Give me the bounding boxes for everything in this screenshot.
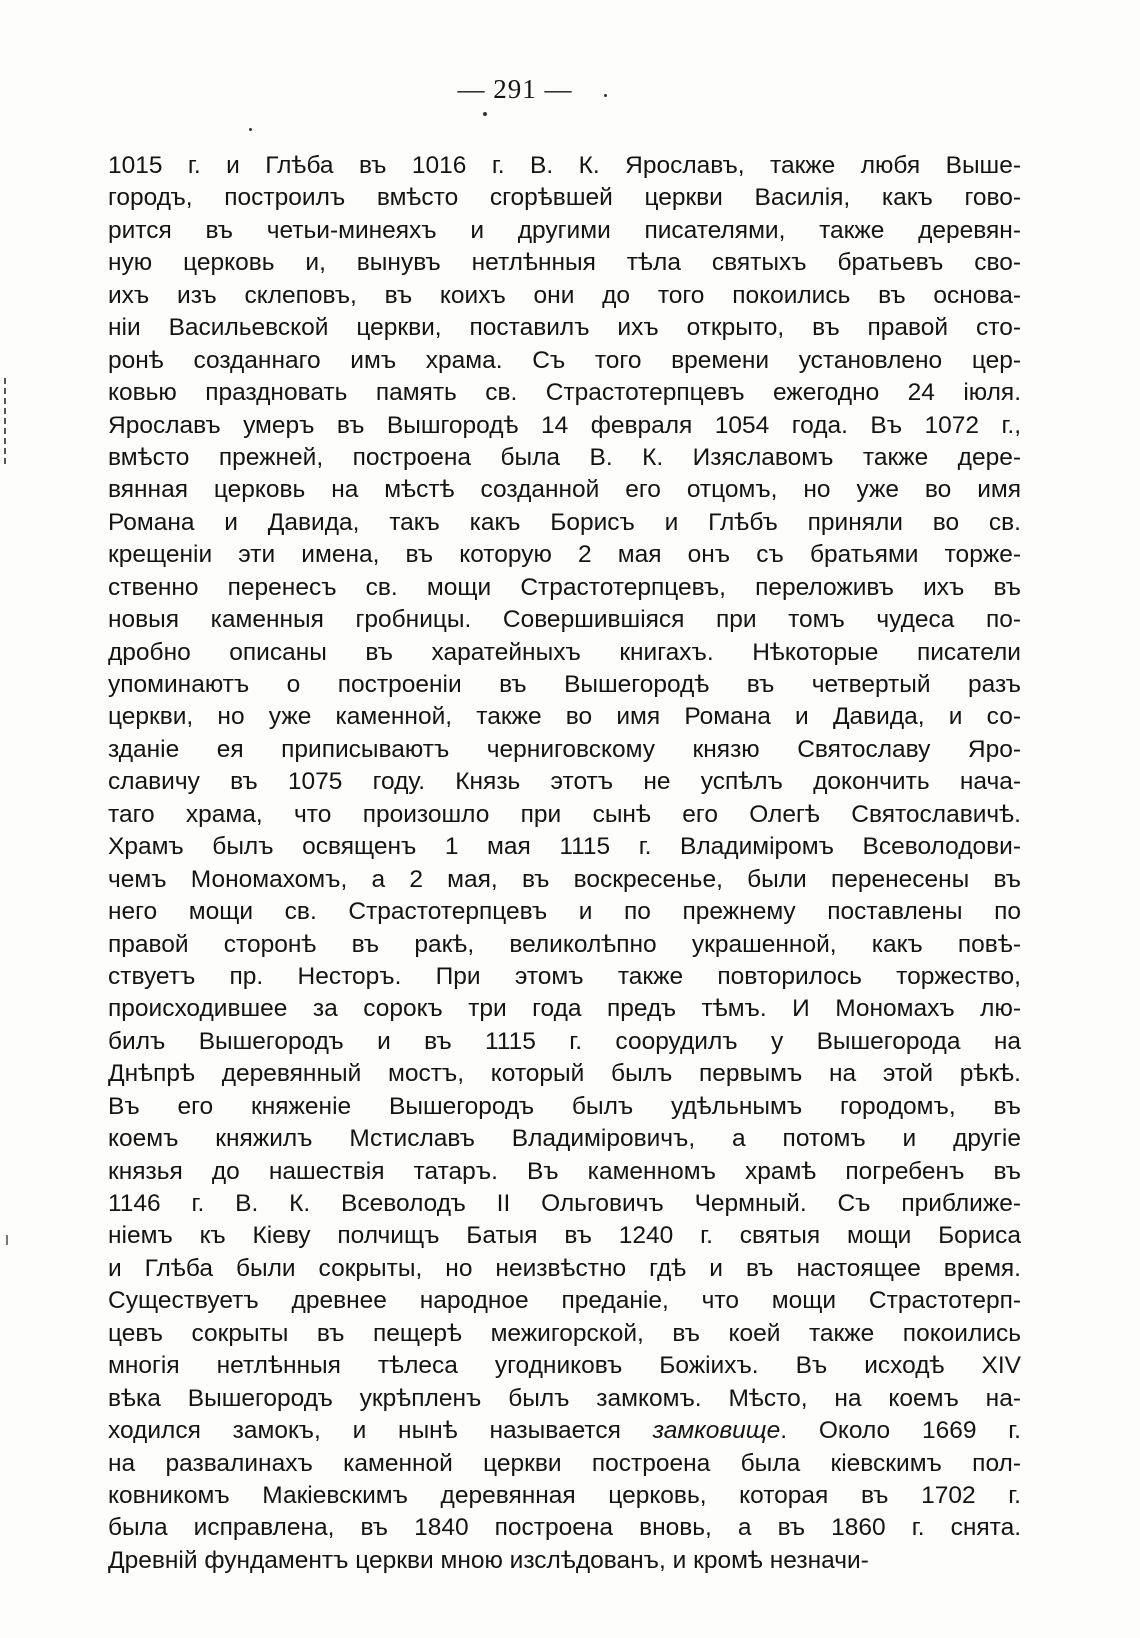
text-line: правой сторонѣ въ ракѣ, великолѣпно украшенной, какъ повѣ- [108, 930, 1021, 958]
margin-scan-dot [6, 1235, 8, 1245]
text-line: Днѣпрѣ деревянный мостъ, который былъ первымъ на этой рѣкѣ. [108, 1060, 1021, 1088]
text-line: дробно описаны въ харатейныхъ книгахъ. Нѣкоторые писатели [108, 638, 1021, 666]
text-line: Въ его княженiе Вышегородъ былъ удѣльнымъ городомъ, въ [108, 1092, 1021, 1120]
text-line: нiи Васильевской церкви, поставилъ ихъ открыто, въ правой сто- [108, 314, 1021, 342]
text-line: ходился замокъ, и нынѣ называется замковище. Около 1669 г. [108, 1417, 1021, 1445]
text-line: происходившее за сорокъ три года предъ тѣмъ. И Мономахъ лю- [108, 995, 1021, 1023]
text-line: славичу въ 1075 году. Князь этотъ не успѣлъ докончить нача- [108, 768, 1021, 796]
text-line: упоминаютъ о построенiи въ Вышегородѣ въ четвертый разъ [108, 671, 1021, 698]
text-line: ственно перенесъ св. мощи Страстотерпцевъ, переложивъ ихъ въ [108, 573, 1021, 601]
scan-speck [483, 112, 487, 116]
text-line: вмѣсто прежней, построена была В. К. Изяславомъ также дере- [108, 443, 1021, 471]
text-line: ронѣ созданнаго имъ храма. Съ того времени установлено цер- [108, 346, 1021, 374]
text-line: на развалинахъ каменной церкви построена была кiевскимъ пол- [108, 1449, 1021, 1477]
text-line: ихъ изъ склеповъ, въ коихъ они до того покоились въ основа- [108, 281, 1021, 309]
text-line: чемъ Мономахомъ, а 2 мая, въ воскресенье, были перенесены въ [108, 865, 1021, 893]
text-line: и Глѣба были сокрыты, но неизвѣстно гдѣ и въ настоящее время. [108, 1254, 1021, 1282]
text-line: была исправлена, въ 1840 построена вновь, а въ 1860 г. снята. [108, 1514, 1021, 1542]
margin-scan-mark [4, 378, 8, 464]
page-number: — 291 — [457, 74, 573, 104]
text-line: крещенiи эти имена, въ которую 2 мая онъ съ братьями торже- [108, 541, 1021, 569]
text-line: билъ Вышегородъ и въ 1115 г. соорудилъ у Вышегорода на [108, 1027, 1021, 1055]
text-line: ную церковь и, вынувъ нетлѣнныя тѣла святыхъ братьевъ сво- [108, 249, 1021, 277]
text-line: коемъ княжилъ Мстиславъ Владимiровичъ, а потомъ и другiе [108, 1125, 1021, 1153]
text-line: ствуетъ пр. Несторъ. При этомъ также повторилось торжество, [108, 962, 1021, 990]
text-line: таго храма, что произошло при сынѣ его Олегѣ Святославичѣ. [108, 800, 1021, 828]
body-text [108, 150, 1021, 1577]
text-line: рится въ четьи-минеяхъ и другими писателями, также деревян- [108, 216, 1021, 244]
text-line: ковью праздновать память св. Страстотерпцевъ ежегодно 24 iюля. [108, 379, 1021, 407]
scan-speck [604, 94, 607, 97]
text-line: 1146 г. В. К. Всеволодъ II Ольговичъ Чермный. Съ приближе- [108, 1190, 1021, 1217]
text-line: Древнiй фундаментъ церкви мною изслѣдованъ, и кромѣ незначи- [108, 1546, 869, 1574]
text-line: цевъ сокрыты въ пещерѣ межигорской, въ коей также покоились [108, 1319, 1021, 1347]
text-line: нiемъ къ Кiеву полчищъ Батыя въ 1240 г. святыя мощи Бориса [108, 1222, 1021, 1250]
text-line: вянная церковь на мѣстѣ созданной его отцомъ, но уже во имя [108, 476, 1021, 504]
text-line: зданiе ея приписываютъ черниговскому князю Святославу Яро- [108, 735, 1021, 763]
emphasized-word: замковище [652, 1417, 781, 1445]
text-line: Храмъ былъ освященъ 1 мая 1115 г. Владимiромъ Всеволодови- [108, 833, 1021, 861]
text-line: 1015 г. и Глѣба въ 1016 г. В. К. Ярославъ, также любя Выше- [108, 152, 1021, 179]
text-line: вѣка Вышегородъ укрѣпленъ былъ замкомъ. Мѣсто, на коемъ на- [108, 1384, 1021, 1412]
text-line: церкви, но уже каменной, также во имя Романа и Давида, и со- [108, 703, 1021, 731]
text-line: ковникомъ Макiевскимъ деревянная церковь, которая въ 1702 г. [108, 1481, 1021, 1509]
scan-speck [249, 128, 252, 131]
text-line: многiя нетлѣнныя тѣлеса угодниковъ Божiихъ. Въ исходѣ XIV [108, 1352, 1021, 1380]
text-line: Романа и Давида, такъ какъ Борисъ и Глѣбъ приняли во св. [108, 508, 1021, 536]
text-line: Существуетъ древнее народное преданiе, что мощи Страстотерп- [108, 1287, 1021, 1315]
text-line: городъ, построилъ вмѣсто сгорѣвшей церкви Василія, какъ гово- [108, 184, 1021, 212]
text-line: Ярославъ умеръ въ Вышгородѣ 14 февраля 1054 года. Въ 1072 г., [108, 411, 1021, 439]
text-line: новыя каменныя гробницы. Совершившiяся при томъ чудеса по- [108, 606, 1021, 634]
text-line: него мощи св. Страстотерпцевъ и по прежнему поставлены по [108, 898, 1021, 926]
text-line: князья до нашествiя татаръ. Въ каменномъ храмѣ погребенъ въ [108, 1157, 1021, 1185]
